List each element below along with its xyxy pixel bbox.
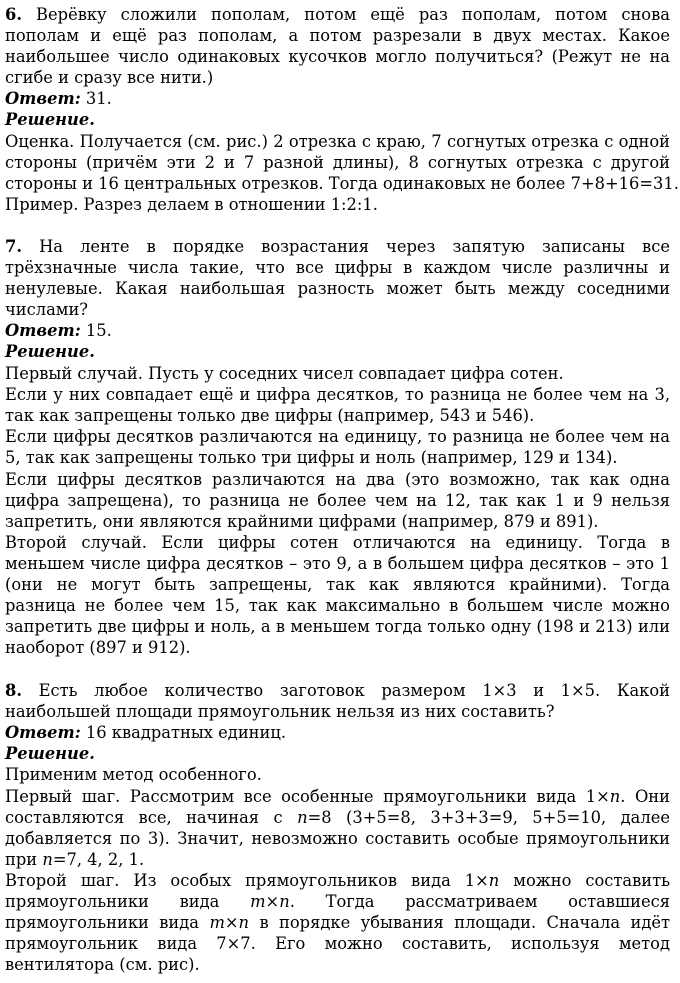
problem-8-number: 8.	[5, 681, 22, 700]
problem-7-solution-line: Если цифры десятков различаются на единицу, то разница не более чем на	[5, 427, 670, 446]
problem-7-solution-line: (они не могут быть запрещены, так как являются крайними). Тогда	[5, 575, 670, 594]
problem-6-number: 6.	[5, 5, 22, 24]
problem-8-solution-label: Решение.	[5, 744, 95, 763]
problem-7-solution-line: Первый случай. Пусть у соседних чисел совпадает цифра сотен.	[5, 364, 564, 383]
problem-7-solution-line: Второй случай. Если цифры сотен отличаются на единицу. Тогда в	[5, 533, 670, 552]
problem-8-solution-line: Второй шаг. Из особых прямоугольников вида 1×n можно составить	[5, 871, 671, 890]
problem-8-solution-line: прямоугольники вида m×n. Тогда рассматриваем оставшиеся	[5, 892, 670, 911]
problem-6-statement-line: 6. Верёвку сложили пополам, потом ещё раз пополам, потом снова	[5, 5, 670, 24]
problem-8-solution-line: добавляется по 3). Значит, невозможно составить особые прямоугольники	[5, 829, 670, 848]
problem-7-number: 7.	[5, 237, 22, 256]
problem-7-solution-line: запретить, они являются крайними цифрами (например, 879 и 891).	[5, 512, 599, 531]
problem-6-statement-line: пополам и ещё раз пополам, а потом разрезали в двух местах. Какое	[5, 26, 670, 45]
problem-7-statement-line: трёхзначные числа такие, что все цифры в каждом числе различны и	[5, 258, 670, 277]
problem-8-statement-line: 8. Есть любое количество заготовок размером 1×3 и 1×5. Какой	[5, 681, 670, 700]
problem-8-solution-line: вентилятора (см. рис).	[5, 955, 200, 974]
problem-7-solution-line: меньшем числе цифра десятков – это 9, а в большем цифра десятков – это 1	[5, 554, 670, 573]
problem-6-solution-line: стороны и 16 центральных отрезков. Тогда одинаковых не более 7+8+16=31.	[5, 174, 679, 193]
problem-8-solution-line: прямоугольник вида 7×7. Его можно составить, используя метод	[5, 934, 670, 953]
problem-7-statement-line: ненулевые. Какая наибольшая разность может быть между соседними	[5, 279, 670, 298]
problem-8-solution-line: при n=7, 4, 2, 1.	[5, 850, 145, 869]
problem-7-solution-line: так как запрещены только две цифры (например, 543 и 546).	[5, 406, 535, 425]
answer-label: Ответ:	[5, 321, 81, 340]
problem-7-solution-line: 5, так как запрещены только три цифры и ноль (например, 129 и 134).	[5, 448, 618, 467]
problem-7-statement-line: числами?	[5, 300, 89, 319]
problem-7-solution-line: запретить две цифры и ноль, а в меньшем тогда только одну (198 и 213) или	[5, 617, 670, 636]
problem-8-solution-line: прямоугольники вида m×n в порядке убывания площади. Сначала идёт	[5, 913, 670, 932]
problem-6-solution-line: стороны (причём эти 2 и 7 разной длины), 8 согнутых отрезка с другой	[5, 153, 670, 172]
problem-7-solution-line: Если у них совпадает ещё и цифра десятков, то разница не более чем на 3,	[5, 385, 670, 404]
problem-7-solution-line: наоборот (897 и 912).	[5, 638, 191, 657]
problem-7-solution-label: Решение.	[5, 342, 95, 361]
problem-7-solution-line: цифра запрещена), то разница не более чем на 12, так как 1 и 9 нельзя	[5, 491, 670, 510]
problem-7-answer: Ответ: 15.	[5, 321, 112, 340]
problem-6-solution-line: Пример. Разрез делаем в отношении 1:2:1.	[5, 195, 378, 214]
problem-6-answer: Ответ: 31.	[5, 89, 112, 108]
problem-6-solution-label: Решение.	[5, 110, 95, 129]
problem-8-solution-line: Применим метод особенного.	[5, 765, 262, 784]
problem-8-answer: Ответ: 16 квадратных единиц.	[5, 723, 287, 742]
problem-7-solution-line: разница не более чем 15, так как максимально в большем числе можно	[5, 596, 670, 615]
problem-8-statement-line: наибольшей площади прямоугольник нельзя из них составить?	[5, 702, 555, 721]
problem-6-solution-line: Оценка. Получается (см. рис.) 2 отрезка с краю, 7 согнутых отрезка с одной	[5, 132, 670, 151]
problem-7-statement-line: 7. На ленте в порядке возрастания через запятую записаны все	[5, 237, 670, 256]
problem-8-solution-line: Первый шаг. Рассмотрим все особенные прямоугольники вида 1×n. Они	[5, 787, 670, 806]
problem-6-statement-line: сгибе и сразу все нити.)	[5, 68, 214, 87]
answer-label: Ответ:	[5, 723, 81, 742]
problem-8-solution-line: составляются все, начиная с n=8 (3+5=8, 3+3+3=9, 5+5=10, далее	[5, 808, 670, 827]
problem-7-solution-line: Если цифры десятков различаются на два (это возможно, так как одна	[5, 470, 670, 489]
problem-6-statement-line: наибольшее число одинаковых кусочков могло получиться? (Режут не на	[5, 47, 670, 66]
answer-label: Ответ:	[5, 89, 81, 108]
